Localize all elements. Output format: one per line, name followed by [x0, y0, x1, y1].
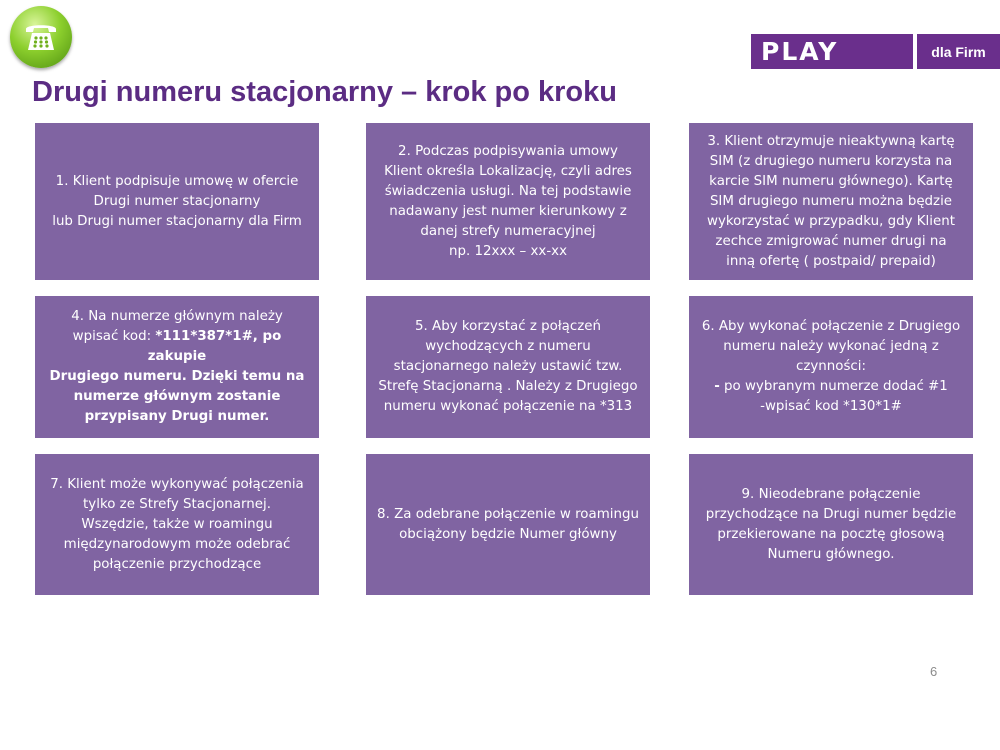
- step-3-line: 3. Klient otrzymuje nieaktywną kartę: [707, 133, 955, 149]
- step-7-line: połączenie przychodzące: [92, 556, 262, 572]
- step-3-line: SIM (z drugiego numeru korzysta na: [709, 153, 953, 169]
- step-5-line: Strefę Stacjonarną . Należy z Drugiego: [378, 379, 638, 394]
- step-6-line: czynności:: [795, 359, 867, 374]
- step-6-bullet-text: po wybranym numerze dodać #1: [719, 379, 948, 394]
- step-2-line: świadczenia usługi. Na tej podstawie: [384, 183, 632, 199]
- step-5-line: 5. Aby korzystać z połączeń: [415, 319, 601, 334]
- step-7-line: Wszędzie, także w roamingu: [81, 516, 273, 532]
- step-box-8: [366, 454, 650, 595]
- step-3-line: SIM drugiego numeru można będzie: [709, 193, 953, 209]
- step-2-line: Klient określa Lokalizację, czyli adres: [384, 163, 632, 179]
- step-6-line: -wpisać kod *130*1#: [760, 399, 902, 414]
- telephone-icon: [10, 6, 72, 68]
- step-6-bullet-mark: -: [714, 379, 720, 394]
- step-2-line: np. 12xxx – xx-xx: [448, 243, 568, 259]
- play-logo-text: PLAY: [751, 34, 913, 69]
- step-3-line: wykorzystać w przypadku, gdy Klient: [707, 213, 955, 229]
- step-4-code-label: wpisać kod:: [72, 329, 156, 344]
- step-5-line: wychodzących z numeru: [425, 339, 591, 354]
- step-9-line: przychodzące na Drugi numer będzie: [705, 506, 957, 522]
- step-4-bold-line: przypisany Drugi numer.: [84, 409, 270, 424]
- step-4-line: 4. Na numerze głównym należy: [71, 309, 283, 324]
- step-box-1: [35, 123, 319, 280]
- step-4-line: [43, 327, 311, 367]
- step-9-line: przekierowane na pocztę głosową: [717, 526, 945, 542]
- step-6-line: 6. Aby wykonać połączenie z Drugiego: [701, 319, 961, 334]
- step-box-4: [35, 296, 319, 438]
- step-9-line: Numeru głównego.: [767, 546, 895, 562]
- step-1-line: lub Drugi numer stacjonarny dla Firm: [52, 213, 302, 229]
- step-7-line: 7. Klient może wykonywać połączenia: [50, 476, 304, 492]
- dla-firm-logo-text: dla Firm: [917, 34, 1000, 69]
- step-5-line: numeru wykonać połączenie na *313: [383, 399, 633, 414]
- step-8-line: 8. Za odebrane połączenie w roamingu: [377, 506, 639, 522]
- play-dla-firm-logo: [751, 34, 1000, 69]
- step-4-bold-line: numerze głównym zostanie: [73, 389, 281, 404]
- step-2-line: 2. Podczas podpisywania umowy: [398, 143, 618, 159]
- step-3-line: karcie SIM numeru głównego). Kartę: [709, 173, 953, 189]
- step-box-6: [689, 296, 973, 438]
- step-1-line: 1. Klient podpisuje umowę w ofercie: [55, 173, 299, 189]
- step-3-line: zechce zmigrować numer drugi na: [715, 233, 947, 249]
- step-5-line: stacjonarnego należy ustawić tzw.: [393, 359, 623, 374]
- step-7-line: tylko ze Strefy Stacjonarnej.: [83, 496, 271, 512]
- page-title: Drugi numeru stacjonarny – krok po kroku: [32, 76, 617, 108]
- step-2-line: danej strefy numeracyjnej: [420, 223, 596, 239]
- step-2-line: nadawany jest numer kierunkowy z: [389, 203, 627, 219]
- step-box-7: [35, 454, 319, 595]
- step-3-line: inną ofertę ( postpaid/ prepaid): [726, 253, 936, 269]
- step-1-line: Drugi numer stacjonarny: [93, 193, 261, 209]
- step-6-line: numeru należy wykonać jedną z: [723, 339, 939, 354]
- step-7-line: międzynarodowym może odebrać: [63, 536, 291, 552]
- step-9-line: 9. Nieodebrane połączenie: [741, 486, 921, 502]
- step-8-line: obciążony będzie Numer główny: [399, 526, 617, 542]
- page-number: 6: [930, 664, 938, 679]
- step-6-bullet-line: [697, 377, 965, 397]
- step-box-3: [689, 123, 973, 280]
- step-box-5: [366, 296, 650, 438]
- step-4-bold-line: Drugiego numeru. Dzięki temu na: [49, 369, 305, 384]
- step-box-9: [689, 454, 973, 595]
- step-box-2: [366, 123, 650, 280]
- step-4-code: *111*387*1#, po zakupie: [147, 329, 282, 364]
